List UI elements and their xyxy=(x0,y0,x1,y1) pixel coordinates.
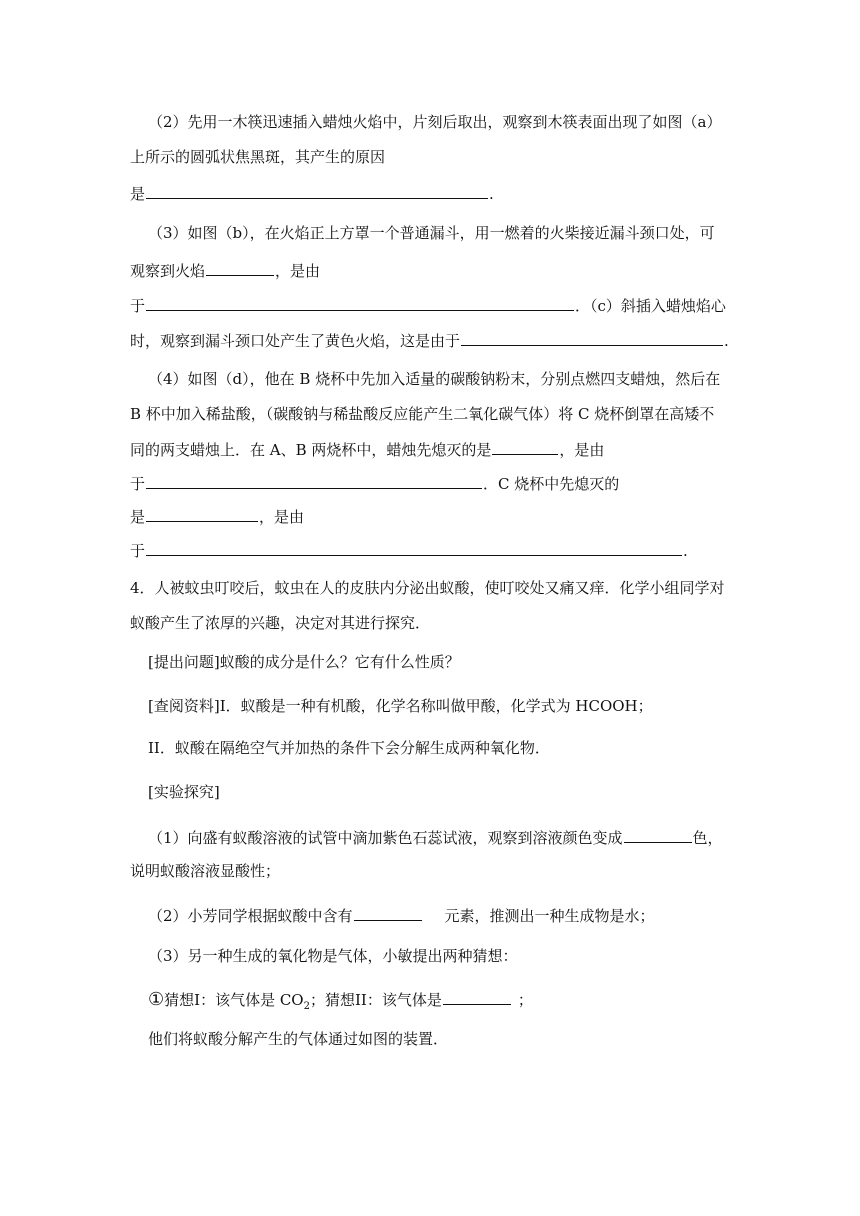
q4-e2-pre: （2）小芳同学根据蚁酸中含有 xyxy=(148,907,353,925)
q4-line1 xyxy=(130,578,725,598)
p4-line6-post: . xyxy=(683,542,688,560)
answer-blank[interactable] xyxy=(146,294,574,311)
p3-line3-pre: 于 xyxy=(130,297,146,315)
answer-blank[interactable] xyxy=(146,505,258,522)
q4-last: 他们将蚁酸分解产生的气体通过如图的装置． xyxy=(148,1030,449,1048)
answer-blank[interactable] xyxy=(206,259,274,276)
p3-line2-post: ，是由 xyxy=(275,262,321,280)
p4-line5-pre: 是 xyxy=(130,508,146,526)
q4-ref2: II．蚁酸在隔绝空气并加热的条件下会分解生成两种氧化物． xyxy=(148,739,550,757)
answer-blank[interactable] xyxy=(492,438,558,455)
p3-line3 xyxy=(130,294,726,316)
q4-guess-post: ； xyxy=(517,991,533,1009)
p4-line3-pre: 同的两支蜡烛上．在 A、B 两烧杯中，蜡烛先熄灭的是 xyxy=(130,441,492,459)
p2-line3-post: . xyxy=(489,185,494,203)
p3-line4-pre: 时，观察到漏斗颈口处产生了黄色火焰，这是由于 xyxy=(130,332,461,350)
q4-guess-sub: 2 xyxy=(303,1001,310,1012)
q4-e3: （3）另一种生成的氧化物是气体，小敏提出两种猜想： xyxy=(148,947,518,965)
q4-guess-mid: ；猜想II：该气体是 xyxy=(309,991,442,1009)
q4-guess xyxy=(148,988,533,1017)
p2-line3 xyxy=(130,182,494,204)
p4-line4-pre: 于 xyxy=(130,475,146,493)
q4-e1-line2: 说明蚁酸溶液显酸性； xyxy=(130,862,281,880)
q4-e1 xyxy=(148,826,723,848)
p3-line3-post: ．（c）斜插入蜡烛焰心 xyxy=(575,297,726,315)
q4-e2-post: 元素，推测出一种生成物是水； xyxy=(444,907,655,925)
q4-explore: [实验探究] xyxy=(148,783,220,801)
circled-one-marker: ① xyxy=(148,989,165,1010)
p4-line4 xyxy=(130,472,619,494)
q4-e1-pre: （1）向盛有蚁酸溶液的试管中滴加紫色石蕊试液，观察到溶液颜色变成 xyxy=(148,829,623,847)
p2-line3-pre: 是 xyxy=(130,185,146,203)
p4-line2: B 杯中加入稀盐酸，（碳酸钠与稀盐酸反应能产生二氧化碳气体）将 C 烧杯倒罩在高矮不 xyxy=(130,405,715,423)
p4-line3-post: ，是由 xyxy=(559,441,605,459)
p4-line1: （4）如图（d），他在 B 烧杯中先加入适量的碳酸钠粉末，分别点燃四支蜡烛，然后在 xyxy=(148,370,721,388)
q4-line1-text: 人被蚊虫叮咬后，蚊虫在人的皮肤内分泌出蚁酸，使叮咬处又痛又痒．化学小组同学对 xyxy=(154,579,725,597)
p2-line1: （2）先用一木筷迅速插入蜡烛火焰中，片刻后取出，观察到木筷表面出现了如图（a） xyxy=(148,113,722,131)
q4-e2 xyxy=(148,904,655,926)
p4-line3 xyxy=(130,438,604,460)
p3-line4 xyxy=(130,329,729,351)
p4-line6-pre: 于 xyxy=(130,542,146,560)
answer-blank[interactable] xyxy=(624,826,692,843)
answer-blank[interactable] xyxy=(146,472,482,489)
q4-ref1: [查阅资料]I．蚁酸是一种有机酸，化学名称叫做甲酸，化学式为 HCOOH； xyxy=(148,697,653,715)
q4-number: 4． xyxy=(130,579,155,597)
answer-blank[interactable] xyxy=(354,904,422,921)
p4-line5-post: ，是由 xyxy=(259,508,305,526)
p3-line4-post: . xyxy=(724,332,729,350)
answer-blank[interactable] xyxy=(443,988,511,1005)
answer-blank[interactable] xyxy=(461,329,723,346)
p4-line5 xyxy=(130,505,304,527)
p4-line4-post: ．C 烧杯中先熄灭的 xyxy=(483,475,620,493)
q4-e1-post: 色， xyxy=(692,829,723,847)
p3-line1: （3）如图（b），在火焰正上方罩一个普通漏斗，用一燃着的火柴接近漏斗颈口处，可 xyxy=(148,224,715,242)
p2-line2: 上所示的圆弧状焦黑斑，其产生的原因 xyxy=(130,148,386,166)
p3-line2 xyxy=(130,259,320,281)
answer-blank[interactable] xyxy=(146,539,682,556)
answer-blank[interactable] xyxy=(146,182,488,199)
p3-line2-pre: 观察到火焰 xyxy=(130,262,206,280)
q4-guess-pre: 猜想I：该气体是 CO xyxy=(164,991,304,1009)
q4-line2: 蚁酸产生了浓厚的兴趣，决定对其进行探究． xyxy=(130,614,431,632)
q4-question: [提出问题]蚁酸的成分是什么？它有什么性质？ xyxy=(148,653,460,671)
p4-line6 xyxy=(130,539,688,561)
